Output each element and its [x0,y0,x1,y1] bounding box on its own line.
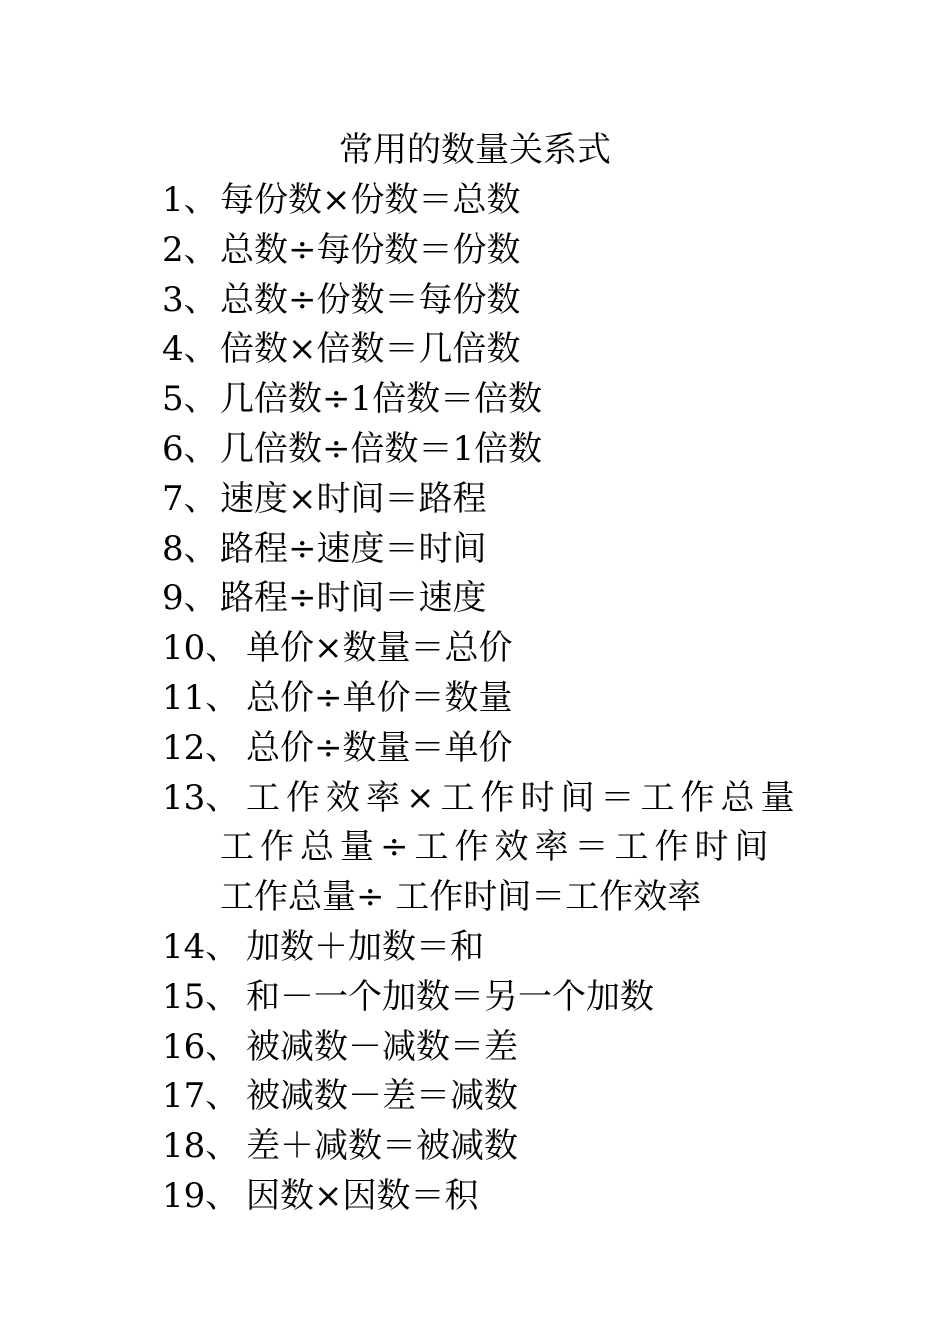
item-number: 2、 [162,229,218,270]
formula-item-5 [162,375,822,425]
formula-text: 工作效率×工作时间＝工作总量 [246,777,801,818]
formula-item-18 [162,1122,822,1172]
formula-item-19 [162,1172,822,1222]
formula-text: 和－一个加数＝另一个加数 [246,976,654,1017]
formula-text: 被减数－差＝减数 [246,1076,518,1117]
formula-item-13-line-2 [162,823,822,873]
document-title: 常用的数量关系式 [339,130,611,170]
formula-text: 倍数×倍数＝几倍数 [220,329,521,370]
formula-text: 单价×数量＝总价 [246,628,513,669]
item-number: 10、 [162,628,240,669]
formula-item-12 [162,724,822,774]
formula-text: 被减数－减数＝差 [246,1026,518,1067]
formula-text: 总数÷每份数＝份数 [220,229,521,270]
item-number: 7、 [162,478,218,519]
formula-text: 工作总量÷ 工作时间＝工作效率 [220,877,702,918]
item-number: 14、 [162,926,240,967]
formula-item-13 [162,774,822,824]
formula-text: 差＋减数＝被减数 [246,1126,518,1167]
formula-item-11 [162,674,822,724]
formula-text: 因数×因数＝积 [246,1175,479,1216]
formula-item-15 [162,973,822,1023]
formula-item-1 [162,176,822,226]
item-number: 4、 [162,329,218,370]
item-number: 18、 [162,1126,240,1167]
formula-text: 加数＋加数＝和 [246,926,484,967]
formula-item-9 [162,574,822,624]
formula-text: 几倍数÷倍数＝1倍数 [220,428,543,469]
item-number: 12、 [162,727,240,768]
formula-text: 总价÷数量＝单价 [246,727,513,768]
formula-item-13-line-3 [162,873,822,923]
item-number: 9、 [162,578,218,619]
formula-item-14 [162,923,822,973]
formula-item-7 [162,475,822,525]
formula-item-3 [162,276,822,326]
item-number: 11、 [162,677,240,718]
formula-item-16 [162,1023,822,1073]
formula-item-6 [162,425,822,475]
formula-item-4 [162,325,822,375]
formula-text: 速度×时间＝路程 [220,478,487,519]
item-number: 13、 [162,777,240,818]
item-number: 17、 [162,1076,240,1117]
formula-text: 路程÷时间＝速度 [220,578,487,619]
formula-item-8 [162,525,822,575]
formula-text: 总价÷单价＝数量 [246,677,513,718]
formula-item-2 [162,226,822,276]
formula-text: 工作总量÷工作效率＝工作时间 [220,827,775,868]
item-number: 19、 [162,1175,240,1216]
formula-item-10 [162,624,822,674]
item-number: 1、 [162,180,218,220]
formula-item-17 [162,1072,822,1122]
formula-text: 总数÷份数＝每份数 [220,279,521,320]
item-number: 5、 [162,379,218,420]
formula-text: 路程÷速度＝时间 [220,528,487,569]
item-number: 3、 [162,279,218,320]
item-number: 16、 [162,1026,240,1067]
item-number: 8、 [162,528,218,569]
item-number: 6、 [162,428,218,469]
formula-text: 每份数×份数＝总数 [220,180,521,220]
item-number: 15、 [162,976,240,1017]
formula-text: 几倍数÷1倍数＝倍数 [220,379,543,420]
formula-list [162,176,822,1222]
